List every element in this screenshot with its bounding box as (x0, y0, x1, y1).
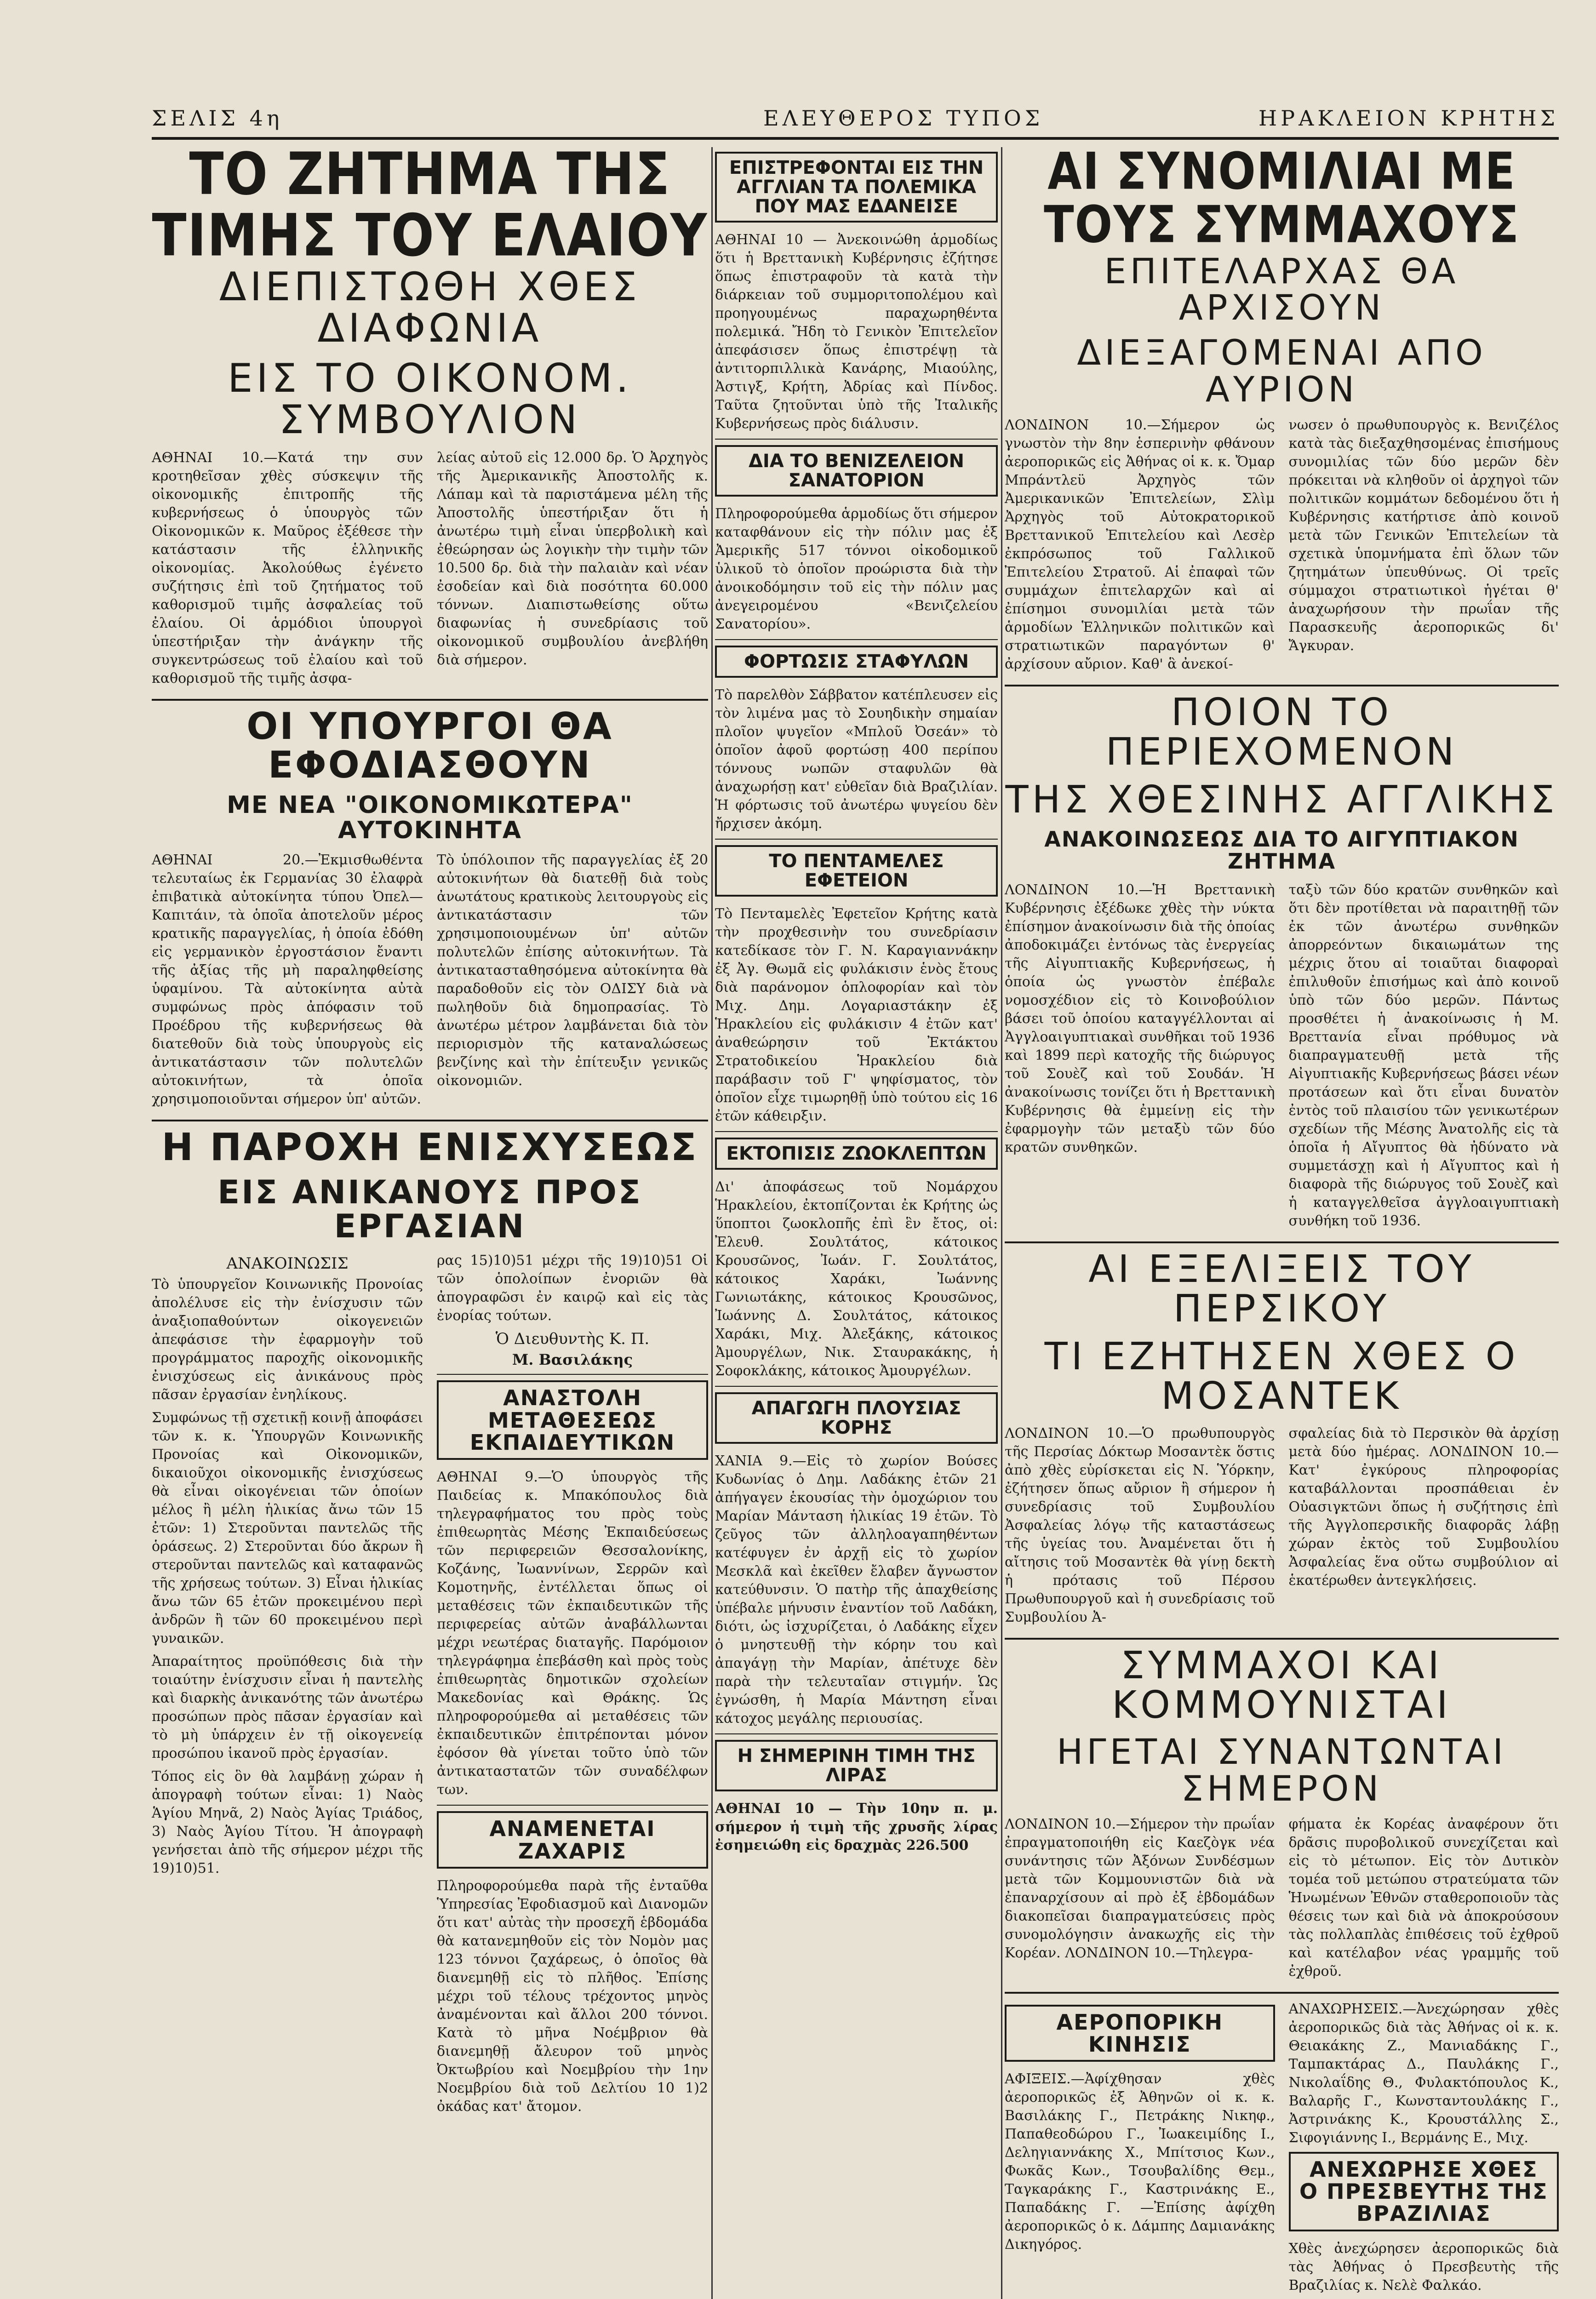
divider (715, 1733, 998, 1734)
subheadline: ΕΠΙΤΕΛΑΡΧΑΣ ΘΑ ΑΡΧΙΣΟΥΝ (1104, 250, 1459, 328)
article-text: Τὸ ὑπουργεῖον Κοινωνικῆς Προνοίας ἀπολέλυσε εἰς τὴν ἐνίσχυσιν τῶν ἀναξιοπαθούντων οἰκογενειῶν ἀπεφάσισε τὴν ἐφαρμογὴν τοῦ προγράμματος παροχῆς οἰκονομικῆς ἐνισχύσεως εἰς ἀνικάνους πρὸς πᾶσαν ἐργασίαν ἐνηλίκους. (152, 1276, 423, 1403)
headline: ΑΝΑΣΤΟΛΗ ΜΕΤΑΘΕΣΕΩΣ ΕΚΠΑΙΔΕΥΤΙΚΩΝ (437, 1380, 708, 1460)
headline: Η ΣΗΜΕΡΙΝΗ ΤΙΜΗ ΤΗΣ ΛΙΡΑΣ (715, 1740, 998, 1791)
article-text: Δι' ἀποφάσεως τοῦ Νομάρχου Ἡρακλείου, ἐκτοπίζονται ἐκ Κρήτης ὡς ὕποπτοι ζωοκλοπῆς ἐπὶ ἓν ἔτος, οἱ: Ἐλευθ. Σουλτάτος, κάτοικος Κρουσῶνος, Ἰωάν. Γ. Σουλτάτος, κάτοικος Χαράκι, Ἰωάννης Γωνιωτάκης, κάτοικος Κρουσῶνος, Ἰωάννης Δ. Σουλτάτος, κάτοικος Χαράκι, Μιχ. Ἀλεξάκης, κάτοικος Ἀμουργέλων, Νικ. Σταυρακάκης, ἡ Σοφοκλάκης, κάτοικος Ἀμουργέλων. (715, 1179, 998, 1379)
headline: ΑΝΕΧΩΡΗΣΕ ΧΘΕΣ Ο ΠΡΕΣΒΕΥΤΗΣ ΤΗΣ ΒΡΑΖΙΛΙΑΣ (1289, 2152, 1559, 2231)
headline: ΑΙ ΕΞΕΛΙΞΕΙΣ ΤΟΥ ΠΕΡΣΙΚΟΥ (1088, 1247, 1475, 1331)
headline: ΔΙΑ ΤΟ ΒΕΝΙΖΕΛΕΙΟΝ ΣΑΝΑΤΟΡΙΟΝ (715, 445, 998, 497)
headline: Η ΠΑΡΟΧΗ ΕΝΙΣΧΥΣΕΩΣ (161, 1126, 698, 1170)
column-a (152, 140, 708, 2121)
header-rule (152, 137, 1559, 140)
article-text: Τὸ ὑπόλοιπον τῆς παραγγελίας ἐξ 20 αὐτοκινήτων θὰ διατεθῇ διὰ τοὺς ἀνωτάτους κρατικοὺς λειτουργοὺς εἰς ἀντικατάστασιν τῶν χρησιμοποιουμένων ὑπ' αὐτῶν πολυτελῶν ἐπίσης αὐτοκινήτων. Τὰ ἀντικατασταθησόμενα αὐτοκίνητα θὰ παραδοθοῦν εἰς τὸν ΟΔΙΣΥ διὰ νὰ πωληθοῦν διὰ δημοπρασίας. Τὸ ἀνωτέρω μέτρον λαμβάνεται διὰ τὸν περιορισμὸν τῆς καταναλώσεως βενζίνης καὶ τὴν ἐπίτευξιν γενικῶς οἰκονομιῶν. (437, 852, 708, 1089)
article-text: Τόπος εἰς ὃν θὰ λαμβάνῃ χώραν ἡ ἀπογραφὴ τούτων εἶναι: 1) Ναὸς Ἁγίου Μηνᾶ, 2) Ναὸς Ἁγίας Τριάδος, 3) Ναὸς Ἁγίου Τίτου. Ἡ ἀπογραφὴ γενήσεται ἀπὸ τῆς σήμερον μέχρι τῆς 19)10)51. (152, 1768, 423, 1877)
article-text: ΛΟΝΔΙΝΟΝ 10.—Σήμερον ὡς γνωστὸν τὴν 8ην ἑσπερινὴν φθάνουν ἀεροπορικῶς εἰς Ἀθήνας οἱ κ. κ. Ὄμαρ Μπράντλεϋ Ἀρχηγὸς τῶν Ἀμερικανικῶν Ἐπιτελείων, Σλὶμ Ἀρχηγὸς τοῦ Αὐτοκρατορικοῦ Βρεττανικοῦ Ἐπιτελείου καὶ Λεσὲρ ἐκπρόσωπος τοῦ Γαλλικοῦ Ἐπιτελείου Στρατοῦ. Αἱ ἐπαφαὶ τῶν συμμάχων ἐπιτελαρχῶν καὶ αἱ ἐπίσημοι συνομιλίαι μετὰ τῶν ἁρμοδίων Ἑλληνικῶν πολιτικῶν καὶ στρατιωτικῶν παραγόντων θ' ἀρχίσουν αὔριον. Καθ' ἃ ἀνεκοί- (1005, 417, 1275, 672)
article-text: ΑΘΗΝΑΙ 10 — Ἀνεκοινώθη ἁρμοδίως ὅτι ἡ Βρεττανικὴ Κυβέρνησις ἐζήτησε ὅπως ἐπιστραφοῦν τὰ κατὰ τὴν διάρκειαν τοῦ συμμοριτοπολέμου καὶ προηγουμένως παραχωρηθέντα πολεμικά. Ἤδη τὸ Γενικὸν Ἐπιτελεῖον ἀπεφάσισεν ὅπως ἐπιστρέψῃ τὰ ἀντιτορπιλλικὰ Κανάρης, Μιαούλης, Ἀστιγξ, Κρήτη, Ἀδρίας καὶ Πίνδος. Ταῦτα ζητοῦνται ὑπὸ τῆς Ἰταλικῆς Κυβερνήσεως πρὸς διάλυσιν. (715, 232, 998, 432)
article-text: Πληροφορούμεθα ἁρμοδίως ὅτι σήμερον καταφθάνουν εἰς τὴν πόλιν μας ἐξ Ἀμερικῆς 517 τόννοι οἰκοδομικοῦ ὑλικοῦ τὸ ὁποῖον προώριστα διὰ τὴν ἀνοικοδόμησιν τοῦ εἰς τὴν πόλιν μας ἀνεγειρομένου «Βενιζελείου Σανατορίου». (715, 506, 998, 632)
article-text: Συμφώνως τῇ σχετικῇ κοινῇ ἀποφάσει τῶν κ. κ. Ὑπουργῶν Κοινωνικῆς Προνοίας καὶ Οἰκονομικῶν, δικαιοῦχοι οἰκονομικῆς ἐνισχύσεως θὰ εἶναι οἰκογένειαι τῶν ὁποίων μέλος ἢ μέλη ἡλικίας ἄνω τῶν 15 ἐτῶν: 1) Στεροῦνται παντελῶς τῆς ὁράσεως. 2) Στεροῦνται δύο ἄκρων ἢ στεροῦνται παντελῶς καὶ καταφανῶς τῆς χρήσεως τούτων. 3) Εἶναι ἡλικίας ἄνω τῶν 65 ἐτῶν προκειμένου περὶ ἀνδρῶν ἢ τῶν 60 προκειμένου περὶ γυναικῶν. (152, 1410, 423, 1647)
article-text: ΑΘΗΝΑΙ 10.—Κατά την συν κροτηθεῖσαν χθὲς σύσκεψιν τῆς οἰκονομικῆς ἐπιτροπῆς τῆς κυβερνήσεως ὁ ὑπουργὸς τῶν Οἰκονομικῶν κ. Μαῦρος ἐξέθεσε τὴν κατάστασιν τῆς ἑλληνικῆς οἰκονομίας. Ἀκολούθως ἐγένετο συζήτησις ἐπὶ τοῦ ζητήματος τοῦ καθορισμοῦ τιμῆς ἀσφαλείας τοῦ ἐλαίου. Οἱ ἁρμόδιοι ὑπουργοὶ ὑπεστήριξαν τὴν ἀνάγκην τῆς συγκεντρώσεως τοῦ ἐλαίου καὶ τοῦ καθορισμοῦ τῆς τιμῆς ἀσφα- (152, 450, 423, 687)
column-divider (711, 147, 713, 2299)
signature-name: Μ. Βασιλάκης (512, 1351, 633, 1369)
headline: ΣΥΜΜΑΧΟΙ ΚΑΙ ΚΟΜΜΟΥΝΙΣΤΑΙ (1112, 1644, 1452, 1727)
article-text: ΑΦΙΞΕΙΣ.—Ἀφίχθησαν χθὲς ἀεροπορικῶς ἐξ Ἀθηνῶν οἱ κ. κ. Βασιλάκης Γ., Πετράκης Νικηφ., Παπαθεοδώρου Γ., Ἰωακειμίδης Ι., Δεληγιαννάκης Χ., Μπίτσιος Κων., Φωκᾶς Κων., Τσουβαλίδης Θεμ., Ταγκαράκης Γ., Καστρινάκης Ε., Παπαδάκης Γ. —Ἐπίσης ἀφίχθη ἀεροπορικῶς ὁ κ. Δάμπης Δαμιανάκης Δικηγόρος. (1005, 2071, 1275, 2253)
article-text: σφαλείας διὰ τὸ Περσικὸν θὰ ἀρχίσῃ μετὰ δύο ἡμέρας. ΛΟΝΔΙΝΟΝ 10.—Κατ' ἐγκύρους πληροφορίας καταβάλλονται προσπάθειαι ἐν Οὐασιγκτῶνι ὅπως ἡ συζήτησις ἐπὶ τῆς Ἀγγλοπερσικῆς διαφορᾶς λάβῃ χώραν ἐκτὸς τοῦ Συμβουλίου Ἀσφαλείας ἕνα οὕτω συμβούλιον αἰ ἑκατέρωθεν ἀντεγκλήσεις. (1288, 1425, 1559, 1589)
headline: ΑΝΑΜΕΝΕΤΑΙ ΖΑΧΑΡΙΣ (437, 1811, 708, 1869)
divider (1005, 1241, 1559, 1243)
column-c (1005, 141, 1559, 2299)
divider (152, 699, 708, 701)
article-text: ΧΑΝΙΑ 9.—Εἰς τὸ χωρίον Βούσες Κυδωνίας ὁ Δημ. Λαδάκης ἐτῶν 21 ἀπήγαγεν ἑκουσίας τὴν ὁμοχώριον του Μαρίαν Μάνταση ἡλικίας 19 ἐτῶν. Τὸ ζεῦγος τῶν ἀλληλοαγαπηθέντων κατέφυγεν ἐν ἀρχῇ εἰς τὸ χωρίον Μεσκλᾶ καὶ ἐκεῖθεν ἔλαβεν ἄγνωστον κατεύθυνσιν. Ὁ πατὴρ τῆς ἀπαχθείσης ὑπέβαλε μήνυσιν ἐναντίον τοῦ Λαδάκη, διότι, ὡς ἰσχυρίζεται, ὁ Λαδάκης εἶχεν ὁ μνηστευθῇ τὴν κόρην του καὶ ἀπαγάγῃ τὴν Μαρίαν, ἀπέτυχε δὲν παρὰ τὴν τελευταῖαν στιγμήν. Ὡς ἐγνώσθη, ἡ Μαρία Μάντηση εἶναι κάτοχος μεγάλης περιουσίας. (715, 1453, 998, 1727)
column-divider (1001, 147, 1002, 2299)
divider (437, 1805, 708, 1806)
article-text: ΑΝΑΧΩΡΗΣΕΙΣ.—Ἀνεχώρησαν χθὲς ἀεροπορικῶς διὰ τὰς Ἀθήνας οἱ κ. κ. Θειακάκης Ζ., Μανιαδάκης Γ., Ταμπακτάρας Δ., Παυλάκης Γ., Νικολαΐδης Θ., Φυλακτόπουλος Κ., Βαλαρῆς Γ., Κωνσταντουλάκης Γ., Ἀστρινάκης Κ., Κρουστάλλης Σ., Σιφογιάννης Ι., Βερμάνης Ε., Μιχ. (1288, 2001, 1559, 2146)
divider (1005, 685, 1559, 686)
headline: ΑΙ ΣΥΝΟΜΙΛΙΑΙ ΜΕ ΤΟΥΣ ΣΥΜΜΑΧΟΥΣ (1044, 141, 1520, 254)
subheadline: ΔΙΕΠΙΣΤΩΘΗ ΧΘΕΣ ΔΙΑΦΩΝΙΑ (219, 264, 641, 352)
subheadline: ΤΙ ΕΖΗΤΗΣΕΝ ΧΘΕΣ Ο ΜΟΣΑΝΤΕΚ (1044, 1334, 1519, 1418)
headline: ΤΟ ΖΗΤΗΜΑ ΤΗΣ ΤΙΜΗΣ ΤΟΥ ΕΛΑΙΟΥ (152, 140, 708, 269)
section-label: ΑΝΑΚΟΙΝΩΣΙΣ (226, 1254, 349, 1273)
subheadline: ΤΗΣ ΧΘΕΣΙΝΗΣ ΑΓΓΛΙΚΗΣ (1005, 778, 1558, 822)
newspaper-city: ΗΡΑΚΛΕΙΟΝ ΚΡΗΤΗΣ (1258, 106, 1559, 131)
headline: ΦΟΡΤΩΣΙΣ ΣΤΑΦΥΛΩΝ (715, 646, 998, 678)
article-ministers-cars (152, 707, 708, 1113)
article-text: ΛΟΝΔΙΝΟΝ 10.—Ὁ πρωθυπουργὸς τῆς Περσίας Δόκτωρ Μοσαντὲκ ὅστις ἀπὸ χθὲς εὑρίσκεται εἰς Ν. Ὑόρκην, ἐζήτησεν ὅπως αὔριον ἢ σήμερον ἡ συνεδρίασις τοῦ Συμβουλίου Ἀσφαλείας λόγῳ τῆς καταστάσεως τῆς ὑγείας του. Ἀναμένεται ὅτι ἡ αἴτησις τοῦ Μοσαντὲκ θὰ γίνῃ δεκτὴ ἡ πρότασις τοῦ Πέρσου Πρωθυπουργοῦ καὶ ἡ συνεδρίασις τοῦ Συμβουλίου Ἀ- (1005, 1425, 1275, 1626)
headline: ΤΟ ΠΕΝΤΑΜΕΛΕΣ ΕΦΕΤΕΙΟΝ (715, 845, 998, 897)
article-text: ταξὺ τῶν δύο κρατῶν συνθηκῶν καὶ ὅτι δὲν προτίθεται νὰ παραιτηθῇ τῶν ἐκ τῶν ἀνωτέρω συνθηκῶν ἀπορρεόντων δικαιωμάτων της μέχρις ὅτου αἱ τοιαῦται διαφοραὶ ἐπιλυθοῦν ἐπισήμως καὶ ἀπὸ κοινοῦ ὑπὸ τῶν δύο μερῶν. Πάντως προσθέτει ἡ ἀνακοίνωσις ἡ Μ. Βρεττανία εἶναι πρόθυμος νὰ διαπραγματευθῇ μετὰ τῆς Αἰγυπτιακῆς Κυβερνήσεως βάσει νέων προτάσεων καὶ ὅτι εἶναι δυνατὸν ἐντὸς τοῦ πλαισίου τῶν γενικωτέρων σχεδίων τῆς Μέσης Ἀνατολῆς εἰς τὰ ὁποῖα ἡ Αἴγυπτος θὰ ἠδύνατο νὰ συμμετάσχῃ καὶ ἡ Αἴγυπτος καὶ ἡ διαφορὰ τῆς διώρυγος τοῦ Σουὲζ καὶ ἡ καταγγελθεῖσα ἀγγλοαιγυπτιακὴ συνθήκη τοῦ 1936. (1288, 881, 1559, 1229)
divider (152, 1120, 708, 1121)
subheadline: ΑΝΑΚΟΙΝΩΣΕΩΣ ΔΙΑ ΤΟ ΑΙΓΥΠΤΙΑΚΟΝ ΖΗΤΗΜΑ (1044, 827, 1519, 874)
headline: ΟΙ ΥΠΟΥΡΓΟΙ ΘΑ ΕΦΟΔΙΑΣΘΟΥΝ (246, 705, 613, 787)
subheadline: ΔΙΕΞΑΓΟΜΕΝΑΙ ΑΠΟ ΑΥΡΙΟΝ (1077, 332, 1487, 410)
headline: ΠΟΙΟΝ ΤΟ ΠΕΡΙΕΧΟΜΕΝΟΝ (1105, 690, 1458, 774)
article-text: ΑΘΗΝΑΙ 20.—Ἐκμισθωθέντα τελευταίως ἐκ Γερμανίας 30 ἐλαφρὰ ἐπιβατικὰ αὐτοκίνητα τύπου Ὀπελ—Καπιτάιν, τὰ ὁποῖα ἀποτελοῦν μέρος κρατικῆς παραγγελίας, ἡ ὁποία ἐδόθη εἰς γερμανικὸν ἐργοστάσιον ἔναντι τῆς ἀξίας τῆς μὴ παραληφθείσης ὑφαμίνου. Τὰ αὐτοκίνητα αὐτὰ συμφώνως πρὸς ἀπόφασιν τοῦ Προέδρου τῆς κυβερνήσεως θὰ διατεθοῦν διὰ τοὺς ὑπουργοὺς εἰς ἀντικατάστασιν τῶν πολυτελῶν αὐτοκινήτων, τὰ ὁποῖα χρησιμοποιοῦνται σήμερον ὑπ' αὐτῶν. (152, 852, 423, 1108)
article-text: ρας 15)10)51 μέχρι τῆς 19)10)51 Οἱ τῶν ὁπολοίπων ἐνοριῶν θὰ ἀπογραφῶσι ἐν καιρῷ καὶ εἰς τὰς ἐνορίας τούτων. (437, 1252, 708, 1324)
subheadline: ΗΓΕΤΑΙ ΣΥΝΑΝΤΩΝΤΑΙ ΣΗΜΕΡΟΝ (1057, 1731, 1507, 1809)
headline: ΕΠΙΣΤΡΕΦΟΝΤΑΙ ΕΙΣ ΤΗΝ ΑΓΓΛΙΑΝ ΤΑ ΠΟΛΕΜΙΚΑ ΠΟΥ ΜΑΣ ΕΔΑΝΕΙΣΕ (715, 152, 998, 223)
column-b (715, 147, 998, 1859)
page-number: ΣΕΛΙΣ 4η (152, 106, 283, 131)
article-allied-talks (1005, 141, 1559, 678)
signature-title: Ὁ Διευθυντὴς Κ. Π. (495, 1330, 650, 1349)
article-text: Χθὲς ἀνεχώρησεν ἀεροπορικῶς διὰ τὰς Ἀθήνας ὁ Πρεσβευτὴς τῆς Βραζιλίας κ. Νελὲ Φαλκάο. (1288, 2240, 1559, 2293)
article-persia (1005, 1247, 1559, 1631)
article-text: Τὸ Πενταμελὲς Ἐφετεῖον Κρήτης κατὰ τὴν προχθεσινὴν του συνεδρίασιν κατεδίκασε τὸν Γ. Ν. Καραγιαννάκην ἐξ Ἀγ. Θωμᾶ εἰς φυλάκισιν ἑνὸς ἔτους διὰ παράνομον ὁπλοφορίαν καὶ τὸν Μιχ. Δημ. Λογαριαστάκην ἐξ Ἡρακλείου εἰς φυλάκισιν 4 ἐτῶν κατ' ἀναθεώρησιν τοῦ Ἐκτάκτου Στρατοδικείου Ἡρακλείου διὰ παράβασιν τοῦ Γ' ψηφίσματος, τὸν ὁποῖον εἶχε τιμωρηθῇ ὑπὸ τούτου εἰς 16 ἐτῶν κάθειρξιν. (715, 906, 998, 1124)
article-text: Ἀπαραίτητος προϋπόθεσις διὰ τὴν τοιαύτην ἐνίσχυσιν εἶναι ἡ παντελὴς καὶ διαρκὴς ἀνικανότης τῶν ἀνωτέρω προσώπων πρὸς πᾶσαν ἐργασίαν καὶ τὸ μὴ ὑπάρχειν ἐν τῇ οἰκογενείᾳ προσώπου ἱκανοῦ πρὸς ἐργασίαν. (152, 1653, 423, 1762)
divider (715, 439, 998, 440)
subheadline: ΕΙΣ ΤΟ ΟΙΚΟΝΟΜ. ΣΥΜΒΟΥΛΙΟΝ (228, 355, 632, 443)
divider (715, 839, 998, 840)
divider (715, 1386, 998, 1387)
subheadline: ΜΕ ΝΕΑ "ΟΙΚΟΝΟΜΙΚΩΤΕΡΑ" ΑΥΤΟΚΙΝΗΤΑ (227, 791, 633, 844)
subheadline: ΕΙΣ ΑΝΙΚΑΝΟΥΣ ΠΡΟΣ ΕΡΓΑΣΙΑΝ (217, 1173, 642, 1245)
newspaper-name: ΕΛΕΥΘΕΡΟΣ ΤΥΠΟΣ (763, 106, 1044, 131)
article-assistance (152, 1128, 708, 2121)
divider (1005, 1638, 1559, 1640)
page-header (152, 106, 1559, 138)
headline: ΑΠΑΓΩΓΗ ΠΛΟΥΣΙΑΣ ΚΟΡΗΣ (715, 1392, 998, 1444)
article-text: ΑΘΗΝΑΙ 9.—Ὁ ὑπουργὸς τῆς Παιδείας κ. Μπακόπουλος διὰ τηλεγραφήματος του πρὸς τοὺς ἐπιθεωρητὰς Μέσης Ἐκπαιδεύσεως τῶν περιφερειῶν Θεσσαλονίκης, Κοζάνης, Ἰωαννίνων, Σερρῶν καὶ Κομοτηνῆς, ἐντέλλεται ὅπως οἱ μεταθέσεις τῶν ἐκπαιδευτικῶν τῆς περιφερείας αὐτῶν ἀναβάλλωνται μέχρι νεωτέρας διαταγῆς. Παρόμοιον τηλεγράφημα ἐπεβάσθη καὶ πρὸς τοὺς ἐπιθεωρητὰς δημοτικῶν σχολείων Μακεδονίας καὶ Θράκης. Ὡς πληροφορούμεθα αἱ μεταθέσεις τῶν ἐκπαιδευτικῶν ἐπιτρέπονται μόνον ἐφόσον θὰ γίνεται τοῦτο ὑπὸ τῶν ἀντικαταστατῶν τῶν συναδέλφων των. (437, 1469, 708, 1798)
article-text: Πληροφορούμεθα παρὰ τῆς ἐνταῦθα Ὑπηρεσίας Ἐφοδιασμοῦ καὶ Διανομῶν ὅτι κατ' αὐτὰς τὴν προσεχῆ ἑβδομάδα θὰ κατανεμηθοῦν εἰς τὸν Νομὸν μας 123 τόννοι ζαχάρεως, ὁ ὁποῖος θὰ διανεμηθῇ εἰς τὸ πλῆθος. Ἐπίσης μέχρι τοῦ τέλους τρέχοντος μηνὸς ἀναμένονται καὶ ἄλλοι 200 τόννοι. Κατὰ τὸ μῆνα Νοέμβριον θὰ διανεμηθῇ ἄλευρον τοῦ μηνὸς Ὀκτωβρίου καὶ Νοεμβρίου τὴν 1ην Νοεμβρίου διὰ τοῦ Δελτίου 10 1)2 ὀκάδας κατ' ἄτομον. (437, 1877, 708, 2115)
headline: ΕΚΤΟΠΙΣΙΣ ΖΩΟΚΛΕΠΤΩΝ (715, 1138, 998, 1170)
headline: ΑΕΡΟΠΟΡΙΚΗ ΚΙΝΗΣΙΣ (1005, 2005, 1275, 2062)
divider (437, 1374, 708, 1375)
article-text: ΛΟΝΔΙΝΟΝ 10.—Ἡ Βρεττανικὴ Κυβέρνησις ἐξέδωκε χθὲς τὴν νύκτα ἐπίσημον ἀνακοίνωσιν διὰ τῆς ὁποίας ἀποδοκιμάζει ἐντόνως τὰς ἐνεργείας τῆς Αἰγυπτιακῆς Κυβερνήσεως, ἡ ὁποία ὡς γνωστὸν ἐπέβαλε νομοσχέδιον εἰς τὸ Κοινοβούλιον βάσει τοῦ ὁποίου καταγγέλλονται αἱ Ἀγγλοαιγυπτιακαὶ συνθῆκαι τοῦ 1936 καὶ 1899 περὶ κατοχῆς τῆς διώρυγος τοῦ Σουὲζ καὶ τοῦ Σουδάν. Ἡ ἀνακοίνωσις τονίζει ὅτι ἡ Βρεττανικὴ Κυβέρνησις θὰ ἐμμείνῃ εἰς τὴν ἐφαρμογὴν τῶν μεταξὺ τῶν δύο κρατῶν συνθηκῶν. (1005, 881, 1275, 1155)
article-text: ΑΘΗΝΑΙ 10 — Τὴν 10ην π. μ. σήμερον ἡ τιμὴ τῆς χρυσῆς λίρας ἐσημειώθη εἰς δραχμὰς 226.500 (715, 1801, 998, 1853)
divider (715, 639, 998, 640)
article-text: λείας αὐτοῦ εἰς 12.000 δρ. Ὁ Ἀρχηγὸς τῆς Ἀμερικανικῆς Ἀποστολῆς κ. Λάπαμ καὶ τὰ παριστάμενα μέλη τῆς Ἀποστολῆς ὑπεστήριξαν ὅτι ἡ ἀνωτέρω τιμὴ εἶναι ὑπερβολικὴ καὶ ἐθεώρησαν ὡς λογικὴν τὴν τιμὴν τῶν 10.500 δρ. διὰ τὴν παλαιὰν καὶ νέαν ἐσοδείαν καὶ διὰ ποσότητα 60.000 τόννων. Διαπιστωθείσης οὕτω διαφωνίας ἡ συνεδρίασις τοῦ οἰκονομικοῦ συμβουλίου ἀνεβλήθη διὰ σήμερον. (437, 450, 708, 669)
article-olive-oil (152, 140, 708, 692)
article-egypt (1005, 690, 1559, 1235)
article-korea (1005, 1646, 1559, 1985)
divider (715, 1131, 998, 1132)
article-text: νωσεν ὁ πρωθυπουργὸς κ. Βενιζέλος κατὰ τὰς διεξαχθησομένας ἐπισήμους συνομιλίας τῶν δύο μερῶν δὲν πρόκειται νὰ κληθοῦν οἱ ἀρχηγοὶ τῶν πολιτικῶν κομμάτων δεδομένου ὅτι ἡ Κυβέρνησις κατήρτισε ἀπὸ κοινοῦ μετὰ τῶν Γενικῶν Ἐπιτελείων τὰ σχετικὰ ὑπομνήματα ἐπὶ ὅλων τῶν ζητημάτων ὑπευθύνως. Οἱ τρεῖς σύμμαχοι στρατιωτικοὶ ἡγέται θ' ἀναχωρήσουν τὴν πρωΐαν τῆς Παρασκευῆς ἀεροπορικῶς δι' Ἄγκυραν. (1288, 417, 1559, 654)
article-text: ΛΟΝΔΙΝΟΝ 10.—Σήμερον τὴν πρωΐαν ἐπραγματοποιήθη εἰς Καεζὸγκ νέα συνάντησις τῶν Ἀξόνων Συνδέσμων μετὰ τῶν Κομμουνιστῶν διὰ νὰ ἐπαναρχίσουν αἱ πρὸ ἐξ ἑβδομάδων διακοπεῖσαι διαπραγματεύσεις πρὸς συνομολόγησιν ἀνακωχῆς εἰς τὴν Κορέαν. ΛΟΝΔΙΝΟΝ 10.—Τηλεγρα- (1005, 1816, 1275, 1961)
divider (1005, 1992, 1559, 1994)
article-text: Τὸ παρελθὸν Σάββατον κατέπλευσεν εἰς τὸν λιμένα μας τὸ Σουηδικὴν σημαίαν πλοῖον ψυγεῖον «Μπλοῦ Ὀσεάν» τὸ ὁποῖον ἀφοῦ φορτώσῃ 400 περίπου τόννους νωπῶν σταφυλῶν θὰ ἀναχωρήσῃ κατ' εὐθεῖαν διὰ Βραζιλίαν. Ἡ φόρτωσις τοῦ ἀνωτέρω ψυγείου δὲν ἤρχισεν ἀκόμη. (715, 687, 998, 832)
article-text: φήματα ἐκ Κορέας ἀναφέρουν ὅτι δρᾶσις πυροβολικοῦ συνεχίζεται καὶ εἰς τὸ μέτωπον. Εἰς τὸν Δυτικὸν τομέα τοῦ μετώπου στρατεύματα τῶν Ἡνωμένων Ἐθνῶν σταθεροποιοῦν τὰς θέσεις των καὶ διὰ νὰ ἀποκρούσουν τὰς πολλαπλὰς ἐπιθέσεις τοῦ ἐχθροῦ καὶ κατέλαβον νέας γραμμῆς τοῦ ἐχθροῦ. (1288, 1816, 1559, 1979)
